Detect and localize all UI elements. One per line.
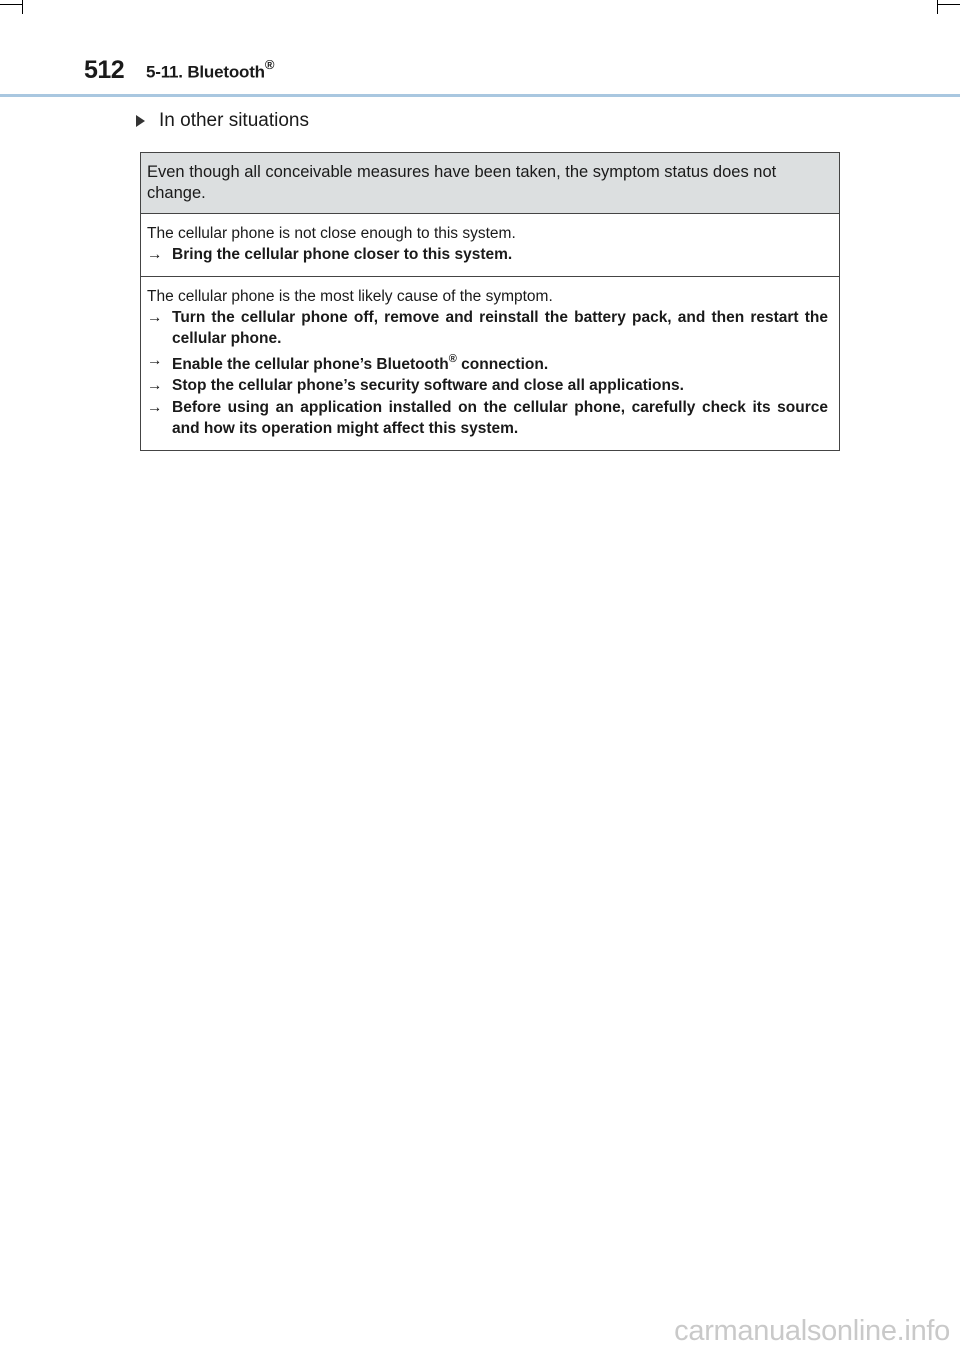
arrow-icon: → xyxy=(147,377,163,395)
troubleshooting-table xyxy=(140,152,840,451)
subheading xyxy=(136,110,309,132)
remedy-item xyxy=(147,307,828,350)
arrow-icon: → xyxy=(147,351,163,369)
remedy-text: Bring the cellular phone closer to this system. xyxy=(172,246,513,263)
header-rule xyxy=(0,94,960,97)
page-header xyxy=(84,56,274,85)
registered-mark: ® xyxy=(448,352,457,365)
arrow-icon: → xyxy=(147,398,163,416)
crop-mark xyxy=(0,4,22,5)
remedy-item xyxy=(147,375,828,397)
section-title: 5-11. Bluetooth® xyxy=(146,57,275,82)
table-heading-text: Even though all conceivable measures have been taken, the symptom status does not change. xyxy=(147,163,777,202)
remedy-text: Turn the cellular phone off, remove and reinstall the battery pack, and then restart the cellular phone. xyxy=(172,308,828,347)
table-row xyxy=(141,213,839,276)
subheading-text: In other situations xyxy=(159,110,309,131)
crop-mark xyxy=(938,4,960,5)
remedy-text: Before using an application installed on the cellular phone, carefully check its source and how its operation might affect this system. xyxy=(172,398,828,438)
table-row xyxy=(141,276,839,450)
arrow-icon: → xyxy=(147,246,163,263)
crop-mark xyxy=(22,0,23,14)
crop-mark xyxy=(937,0,938,14)
watermark: carmanualsonline.info xyxy=(674,1315,950,1347)
remedy-item xyxy=(147,244,828,266)
triangle-bullet-icon xyxy=(136,115,145,127)
page-number: 512 xyxy=(84,56,125,84)
remedy-text: Enable the cellular phone’s Bluetooth® connection. xyxy=(172,352,549,373)
cause-text: The cellular phone is not close enough to this system. xyxy=(147,225,516,242)
remedy-item xyxy=(147,350,828,376)
table-heading-row xyxy=(141,153,839,213)
arrow-icon: → xyxy=(147,308,163,326)
remedy-item xyxy=(147,397,828,440)
cause-text: The cellular phone is the most likely cause of the symptom. xyxy=(147,287,553,305)
remedy-text: Stop the cellular phone’s security software and close all applications. xyxy=(172,377,684,395)
registered-mark: ® xyxy=(264,57,275,73)
